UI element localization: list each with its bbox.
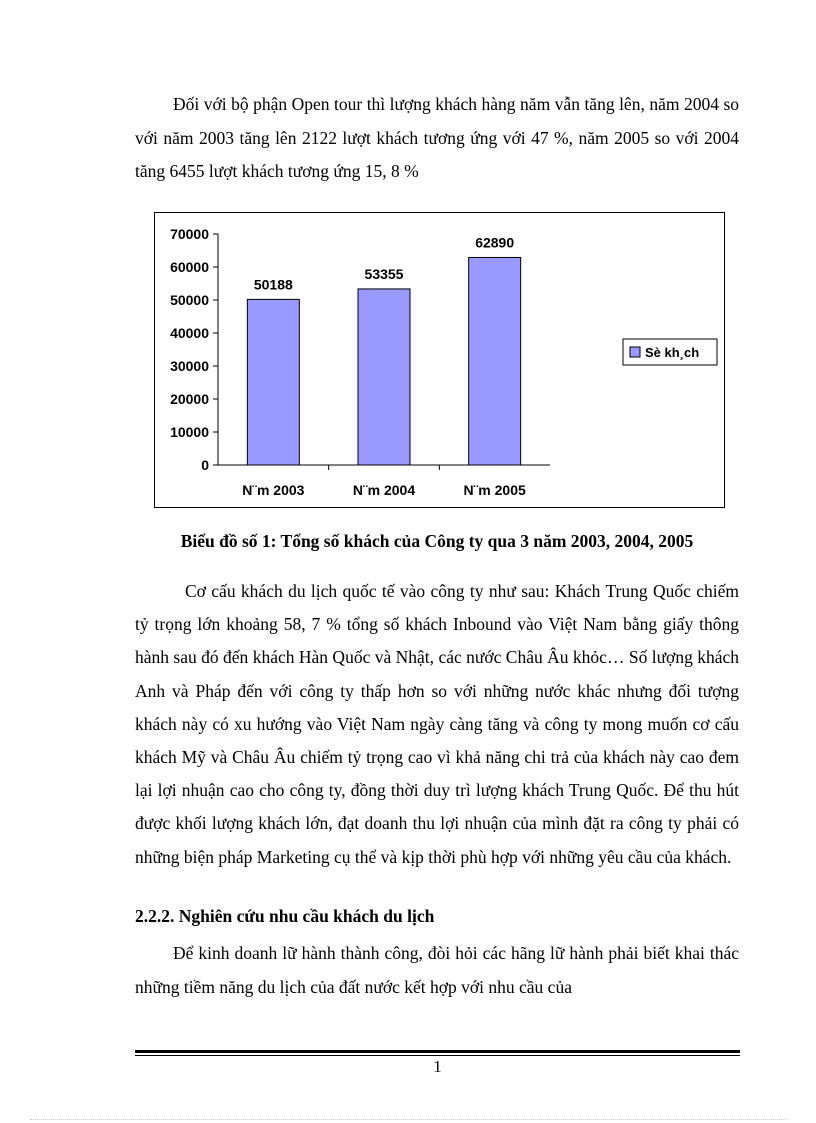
y-tick-label: 40000 bbox=[170, 325, 209, 341]
bar-2 bbox=[358, 289, 410, 465]
paragraph-customer-structure: Cơ cấu khách du lịch quốc tế vào công ty như sau: Khách Trung Quốc chiếm tỷ trọng lớn khoảng 58, 7 % tổng số khách Inbound vào Việt Nam bằng giấy thông hành sau đó đến khách Hàn Quốc và Nhật, các nước Châu Âu khỏc… Số lượng khách Anh và Pháp đến với công ty thấp hơn so với những nước khác nhưng đối tượng khách này có xu hướng vào Việt Nam ngày càng tăng và công ty mong muốn cơ cấu khách Mỹ và Châu Âu chiếm tỷ trọng cao vì khả năng chi trả của khách này cao đem lại lợi nhuận cao cho công ty, đồng thời duy trì lượng khách Trung Quốc. Để thu hút được khối lượng khách lớn, đạt doanh thu lợi nhuận của mình đặt ra công ty phải có những biện pháp Marketing cụ thể và kịp thời phù hợp với những yêu cầu của khách. bbox=[135, 581, 739, 867]
chart-caption: Biểu đồ số 1: Tổng số khách của Công ty qua 3 năm 2003, 2004, 2005 bbox=[180, 531, 694, 551]
section-heading: 2.2.2. Nghiên cứu nhu cầu khách du lịch bbox=[135, 906, 435, 926]
y-tick-label: 30000 bbox=[170, 358, 209, 374]
y-tick-label: 60000 bbox=[170, 259, 209, 275]
page-bottom-edge bbox=[30, 1119, 786, 1120]
y-tick-label: 20000 bbox=[170, 391, 209, 407]
bar-3 bbox=[469, 257, 521, 465]
paragraph-research: Để kinh doanh lữ hành thành công, đòi hỏi các hãng lữ hành phải biết khai thác những tiềm năng du lịch của đất nước kết hợp với nhu cầu của bbox=[135, 943, 739, 997]
y-tick-label: 0 bbox=[201, 457, 209, 473]
legend-label: Sè kh¸ch bbox=[645, 345, 700, 360]
x-category-label: N¨m 2005 bbox=[463, 482, 526, 498]
footer-rule-thick bbox=[135, 1050, 740, 1053]
bar-chart bbox=[155, 213, 726, 509]
y-tick-label: 70000 bbox=[170, 226, 209, 242]
bar-1 bbox=[247, 299, 299, 465]
bar-value-label: 50188 bbox=[253, 276, 293, 293]
footer-rule-thin bbox=[135, 1055, 740, 1056]
x-category-label: N¨m 2003 bbox=[242, 482, 305, 498]
chart-frame bbox=[154, 212, 725, 508]
page-number: 1 bbox=[433, 1057, 442, 1076]
y-tick-label: 10000 bbox=[170, 424, 209, 440]
legend-swatch bbox=[630, 347, 640, 357]
y-tick-label: 50000 bbox=[170, 292, 209, 308]
bar-value-label: 53355 bbox=[364, 265, 404, 282]
paragraph-open-tour: Đối với bộ phận Open tour thì lượng khách hàng năm vẫn tăng lên, năm 2004 so với năm 2003 tăng lên 2122 lượt khách tương ứng với 47 %, năm 2005 so với 2004 tăng 6455 lượt khách tương ứng 15, 8 % bbox=[135, 94, 739, 181]
x-category-label: N¨m 2004 bbox=[352, 482, 416, 498]
bar-value-label: 62890 bbox=[475, 234, 515, 251]
